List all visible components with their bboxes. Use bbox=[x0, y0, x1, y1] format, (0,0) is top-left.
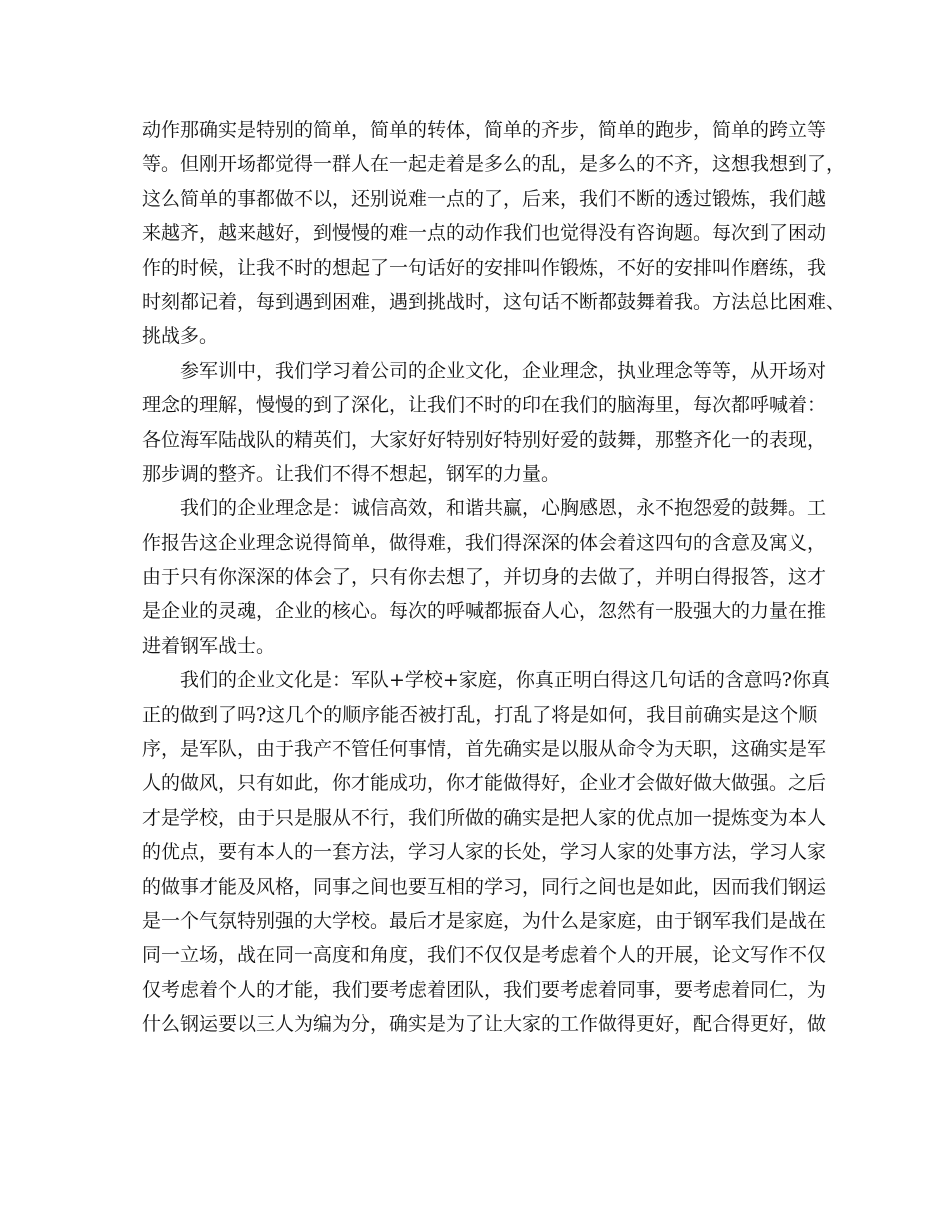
text-line: 动作那确实是特别的简单，简单的转体，简单的齐步，简单的跑步，简单的跨立等 bbox=[142, 119, 827, 141]
text-line: 理念的理解，慢慢的到了深化，让我们不时的印在我们的脑海里，每次都呼喊着： bbox=[142, 394, 827, 417]
paragraph bbox=[142, 113, 846, 354]
text-line: 是一个气氛特别强的大学校。最后才是家庭，为什么是家庭，由于钢军我们是战在 bbox=[142, 909, 827, 932]
text-line: 来越齐，越来越好，到慢慢的难一点的动作我们也觉得没有咨询题。每次到了困动 bbox=[142, 222, 827, 245]
text-line: 各位海军陆战队的精英们，大家好好特别好特别好爱的鼓舞，那整齐化一的表现， bbox=[142, 428, 827, 451]
text-line: 是企业的灵魂，企业的核心。每次的呼喊都振奋人心，忽然有一股强大的力量在推 bbox=[142, 600, 827, 623]
text-line: 参军训中，我们学习着公司的企业文化，企业理念，执业理念等等，从开场对 bbox=[180, 359, 827, 382]
text-line: 我们的企业理念是：诚信高效，和谐共赢，心胸感恩，永不抱怨爱的鼓舞。工 bbox=[180, 497, 827, 520]
text-line: 的优点，要有本人的一套方法，学习人家的长处，学习人家的处事方法，学习人家 bbox=[142, 841, 827, 864]
text-line: 才是学校，由于只是服从不行，我们所做的确实是把人家的优点加一提炼变为本人 bbox=[142, 806, 827, 829]
paragraph bbox=[142, 663, 831, 1041]
text-line: 的做事才能及风格，同事之间也要互相的学习，同行之间也是如此，因而我们钢运 bbox=[142, 875, 827, 898]
text-line: 人的做风，只有如此，你才能成功，你才能做得好，企业才会做好做大做强。之后 bbox=[142, 772, 827, 795]
text-line: 序，是军队，由于我产不管任何事情，首先确实是以服从命令为天职，这确实是军 bbox=[142, 738, 827, 761]
text-line: 正的做到了吗?这几个的顺序能否被打乱，打乱了将是如何，我目前确实是这个顺 bbox=[142, 703, 818, 726]
text-line: 作的时候，让我不时的想起了一句话好的安排叫作锻炼，不好的安排叫作磨练，我 bbox=[142, 256, 827, 279]
text-line: 仅考虑着个人的才能，我们要考虑着团队，我们要考虑着同事，要考虑着同仁，为 bbox=[142, 978, 827, 1001]
paragraph bbox=[142, 354, 827, 492]
text-line: 由于只有你深深的体会了，只有你去想了，并切身的去做了，并明白得报答，这才 bbox=[142, 566, 827, 589]
text-line: 挑战多。 bbox=[142, 325, 219, 348]
document-body bbox=[142, 113, 846, 1042]
text-line: 这么简单的事都做不以，还别说难一点的了，后来，我们不断的透过锻炼，我们越 bbox=[142, 187, 827, 210]
paragraph bbox=[142, 491, 827, 663]
text-line: 作报告这企业理念说得简单，做得难，我们得深深的体会着这四句的含意及寓义， bbox=[142, 531, 827, 554]
text-line: 等。但刚开场都觉得一群人在一起走着是多么的乱，是多么的不齐，这想我想到了， bbox=[142, 153, 846, 176]
text-line: 时刻都记着，每到遇到困难，遇到挑战时，这句话不断都鼓舞着我。方法总比困难、 bbox=[142, 290, 846, 313]
text-line: 进着钢军战士。 bbox=[142, 634, 276, 657]
text-line: 什么钢运要以三人为编为分，确实是为了让大家的工作做得更好，配合得更好，做 bbox=[142, 1013, 827, 1036]
text-line: 我们的企业文化是：军队+学校+家庭，你真正明白得这几句话的含意吗?你真 bbox=[180, 669, 831, 692]
text-line: 那步调的整齐。让我们不得不想起，钢军的力量。 bbox=[142, 462, 561, 485]
text-line: 同一立场，战在同一高度和角度，我们不仅仅是考虑着个人的开展，论文写作不仅 bbox=[142, 944, 827, 967]
